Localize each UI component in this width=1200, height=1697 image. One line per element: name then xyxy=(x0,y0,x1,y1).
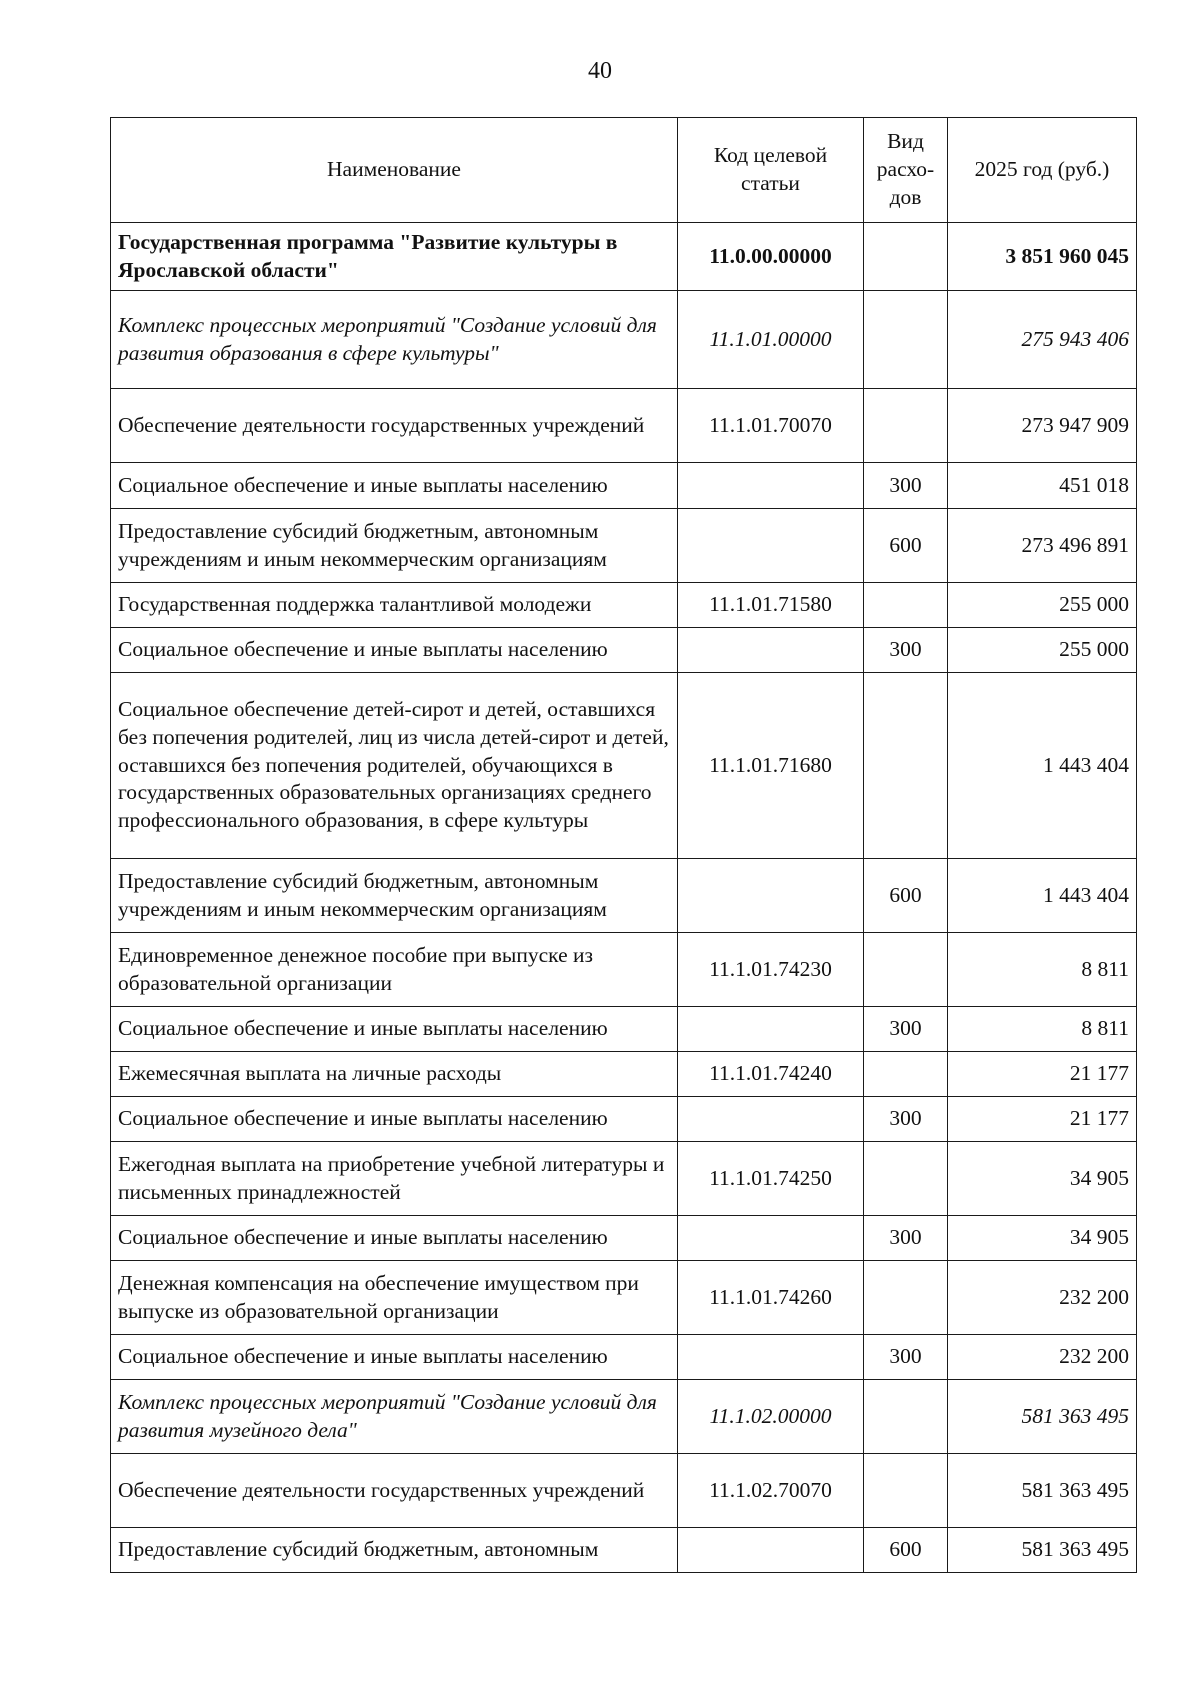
table-row xyxy=(111,628,1137,673)
row-code-cell: 11.1.01.71680 xyxy=(678,673,864,859)
table-row xyxy=(111,1007,1137,1052)
row-amount-cell: 273 947 909 xyxy=(948,389,1137,463)
row-code-cell xyxy=(678,509,864,583)
row-name-cell: Социальное обеспечение детей-сирот и детей, оставшихся без попечения родителей, лиц из числа детей-сирот и детей, оставшихся без попечения родителей, обучающихся в государственных образовательных организациях среднего профессионального образования, в сфере культуры xyxy=(111,673,678,859)
row-amount-cell: 34 905 xyxy=(948,1142,1137,1216)
table-row xyxy=(111,223,1137,291)
row-kind-cell: 300 xyxy=(864,1335,948,1380)
row-name-cell: Социальное обеспечение и иные выплаты населению xyxy=(111,1335,678,1380)
row-amount-cell: 451 018 xyxy=(948,463,1137,509)
table-row xyxy=(111,1216,1137,1261)
table-row xyxy=(111,583,1137,628)
table-row xyxy=(111,673,1137,859)
row-kind-cell xyxy=(864,933,948,1007)
row-kind-cell xyxy=(864,1142,948,1216)
table-row xyxy=(111,1454,1137,1528)
row-kind-cell xyxy=(864,1261,948,1335)
page-number: 40 xyxy=(588,58,612,84)
row-name-cell: Комплекс процессных мероприятий "Создание условий для развития образования в сфере культуры" xyxy=(111,291,678,389)
row-kind-cell: 600 xyxy=(864,1528,948,1573)
row-name-cell: Обеспечение деятельности государственных учреждений xyxy=(111,1454,678,1528)
table-row xyxy=(111,1142,1137,1216)
table-row xyxy=(111,1528,1137,1573)
row-kind-cell: 300 xyxy=(864,628,948,673)
row-code-cell xyxy=(678,628,864,673)
row-amount-cell: 232 200 xyxy=(948,1261,1137,1335)
row-amount-cell: 8 811 xyxy=(948,933,1137,1007)
row-kind-cell xyxy=(864,223,948,291)
row-code-cell: 11.1.01.74250 xyxy=(678,1142,864,1216)
row-code-cell: 11.1.01.74260 xyxy=(678,1261,864,1335)
row-kind-cell: 300 xyxy=(864,463,948,509)
row-name-cell: Предоставление субсидий бюджетным, автономным xyxy=(111,1528,678,1573)
row-name-cell: Ежемесячная выплата на личные расходы xyxy=(111,1052,678,1097)
row-kind-cell: 300 xyxy=(864,1097,948,1142)
row-code-cell xyxy=(678,1007,864,1052)
row-kind-cell: 600 xyxy=(864,509,948,583)
row-name-cell: Социальное обеспечение и иные выплаты населению xyxy=(111,628,678,673)
row-name-cell: Государственная программа "Развитие культуры в Ярославской области" xyxy=(111,223,678,291)
header-code: Код целевой статьи xyxy=(678,118,864,223)
table-row xyxy=(111,1261,1137,1335)
row-code-cell: 11.0.00.00000 xyxy=(678,223,864,291)
row-kind-cell: 600 xyxy=(864,859,948,933)
row-code-cell xyxy=(678,463,864,509)
row-kind-cell: 300 xyxy=(864,1216,948,1261)
budget-table xyxy=(110,117,1137,1573)
row-code-cell: 11.1.01.71580 xyxy=(678,583,864,628)
row-amount-cell: 255 000 xyxy=(948,583,1137,628)
row-amount-cell: 21 177 xyxy=(948,1097,1137,1142)
row-code-cell xyxy=(678,1097,864,1142)
row-amount-cell: 3 851 960 045 xyxy=(948,223,1137,291)
table-row xyxy=(111,509,1137,583)
table-row xyxy=(111,389,1137,463)
header-name: Наименование xyxy=(111,118,678,223)
table-body xyxy=(111,223,1137,1573)
row-amount-cell: 581 363 495 xyxy=(948,1528,1137,1573)
row-amount-cell: 581 363 495 xyxy=(948,1380,1137,1454)
row-name-cell: Предоставление субсидий бюджетным, автономным учреждениям и иным некоммерческим организациям xyxy=(111,859,678,933)
row-name-cell: Предоставление субсидий бюджетным, автономным учреждениям и иным некоммерческим организациям xyxy=(111,509,678,583)
row-amount-cell: 273 496 891 xyxy=(948,509,1137,583)
row-amount-cell: 275 943 406 xyxy=(948,291,1137,389)
table-row xyxy=(111,1097,1137,1142)
table-row xyxy=(111,1380,1137,1454)
table-row xyxy=(111,859,1137,933)
row-amount-cell: 581 363 495 xyxy=(948,1454,1137,1528)
table-row xyxy=(111,1052,1137,1097)
row-name-cell: Денежная компенсация на обеспечение имуществом при выпуске из образовательной организации xyxy=(111,1261,678,1335)
row-kind-cell: 300 xyxy=(864,1007,948,1052)
row-code-cell xyxy=(678,1335,864,1380)
row-name-cell: Социальное обеспечение и иные выплаты населению xyxy=(111,1007,678,1052)
row-code-cell: 11.1.02.00000 xyxy=(678,1380,864,1454)
row-amount-cell: 232 200 xyxy=(948,1335,1137,1380)
row-kind-cell xyxy=(864,389,948,463)
row-kind-cell xyxy=(864,1052,948,1097)
header-kind: Вид расхо-дов xyxy=(864,118,948,223)
row-name-cell: Социальное обеспечение и иные выплаты населению xyxy=(111,463,678,509)
row-amount-cell: 1 443 404 xyxy=(948,859,1137,933)
row-name-cell: Государственная поддержка талантливой молодежи xyxy=(111,583,678,628)
row-code-cell: 11.1.02.70070 xyxy=(678,1454,864,1528)
table-row xyxy=(111,463,1137,509)
row-kind-cell xyxy=(864,1454,948,1528)
row-amount-cell: 1 443 404 xyxy=(948,673,1137,859)
row-name-cell: Социальное обеспечение и иные выплаты населению xyxy=(111,1216,678,1261)
table-header-row xyxy=(111,118,1137,223)
row-kind-cell xyxy=(864,1380,948,1454)
row-code-cell: 11.1.01.00000 xyxy=(678,291,864,389)
row-code-cell: 11.1.01.70070 xyxy=(678,389,864,463)
header-amount: 2025 год (руб.) xyxy=(948,118,1137,223)
row-amount-cell: 8 811 xyxy=(948,1007,1137,1052)
row-name-cell: Единовременное денежное пособие при выпуске из образовательной организации xyxy=(111,933,678,1007)
row-name-cell: Ежегодная выплата на приобретение учебной литературы и письменных принадлежностей xyxy=(111,1142,678,1216)
table-row xyxy=(111,291,1137,389)
row-name-cell: Социальное обеспечение и иные выплаты населению xyxy=(111,1097,678,1142)
row-name-cell: Комплекс процессных мероприятий "Создание условий для развития музейного дела" xyxy=(111,1380,678,1454)
row-name-cell: Обеспечение деятельности государственных учреждений xyxy=(111,389,678,463)
row-kind-cell xyxy=(864,583,948,628)
row-code-cell xyxy=(678,1528,864,1573)
table-row xyxy=(111,1335,1137,1380)
row-kind-cell xyxy=(864,673,948,859)
row-code-cell xyxy=(678,1216,864,1261)
row-code-cell xyxy=(678,859,864,933)
row-amount-cell: 255 000 xyxy=(948,628,1137,673)
table-row xyxy=(111,933,1137,1007)
row-amount-cell: 21 177 xyxy=(948,1052,1137,1097)
row-amount-cell: 34 905 xyxy=(948,1216,1137,1261)
row-kind-cell xyxy=(864,291,948,389)
row-code-cell: 11.1.01.74240 xyxy=(678,1052,864,1097)
row-code-cell: 11.1.01.74230 xyxy=(678,933,864,1007)
